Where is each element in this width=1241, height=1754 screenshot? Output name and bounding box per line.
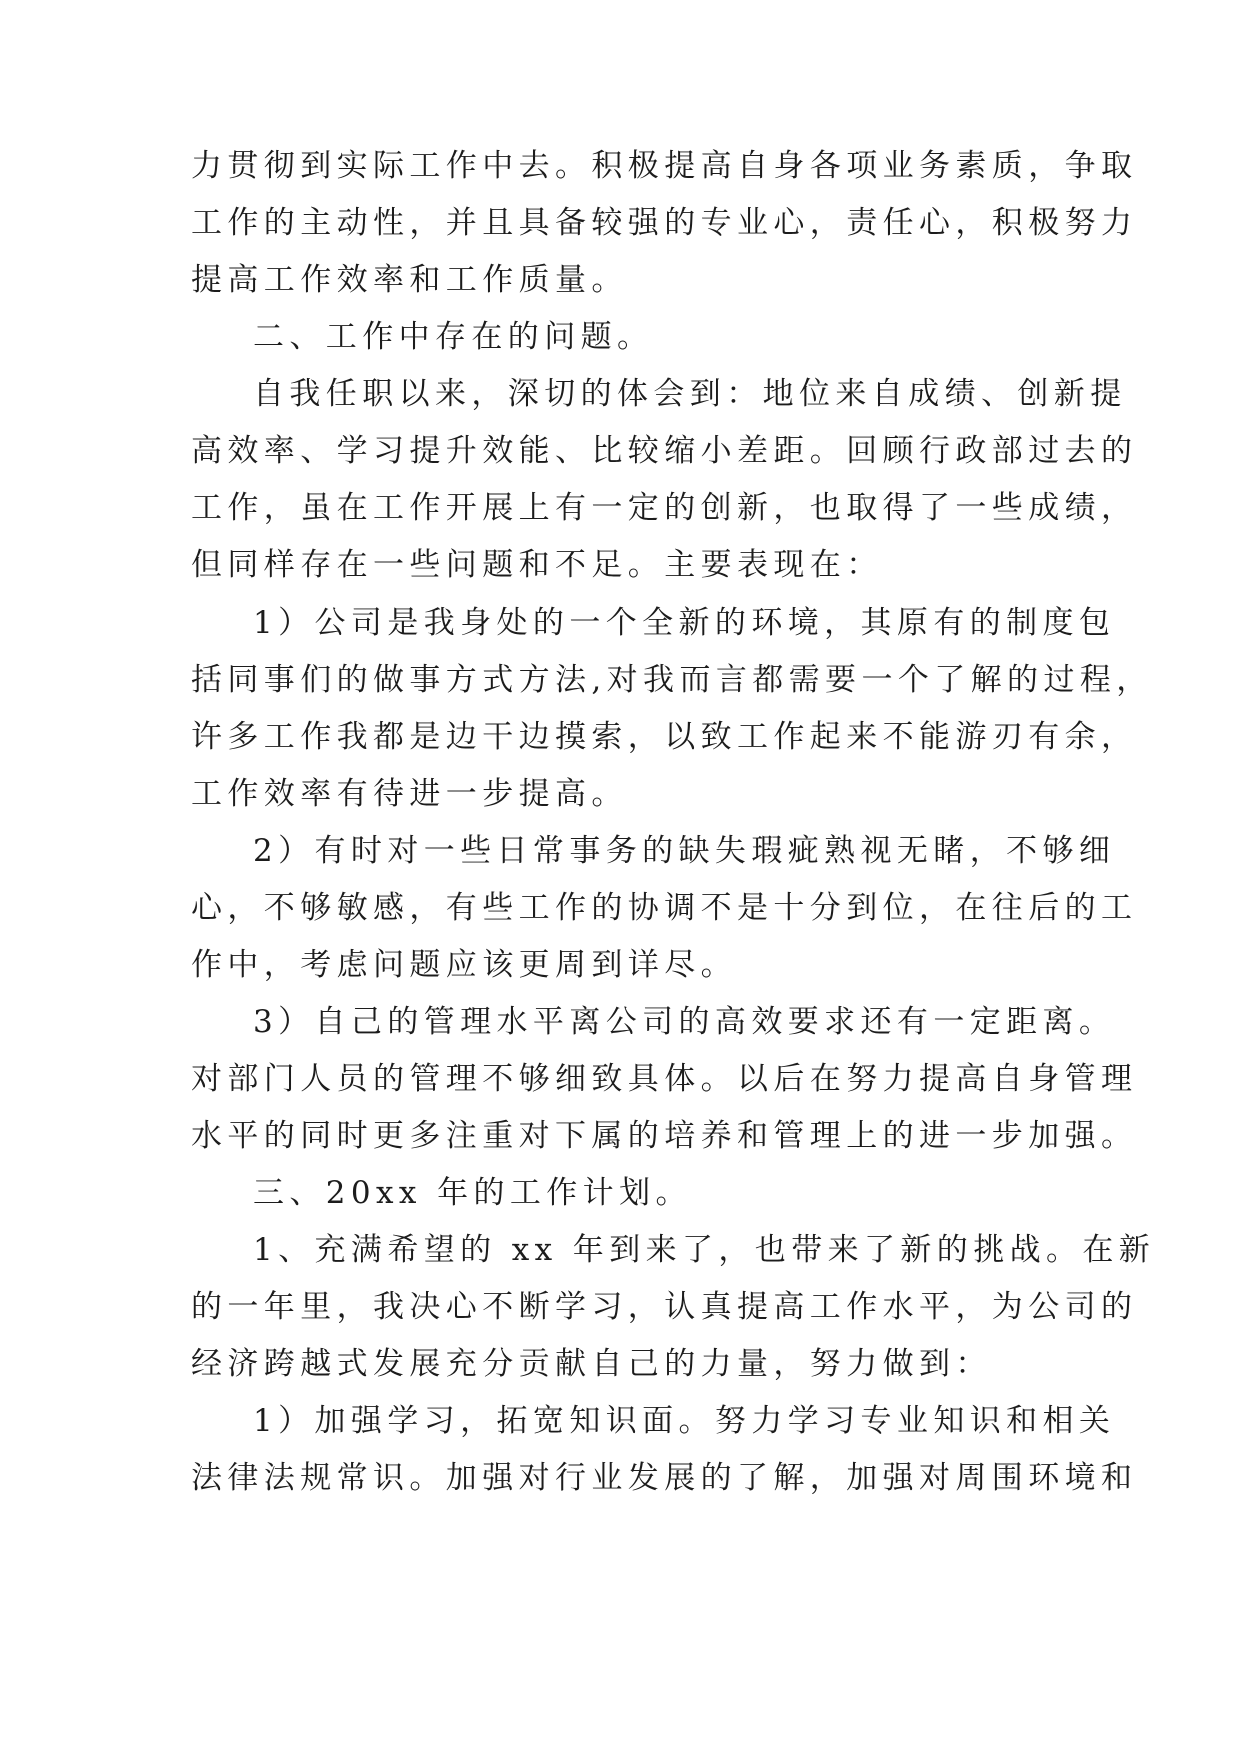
text-line: 1）公司是我身处的一个全新的环境，其原有的制度包 [253, 605, 1116, 641]
text-line: 水平的同时更多注重对下属的培养和管理上的进一步加强。 [191, 1118, 1138, 1154]
text-line: 1）加强学习，拓宽知识面。努力学习专业知识和相关 [253, 1403, 1116, 1439]
text-line: 1、充满希望的 xx 年到来了，也带来了新的挑战。在新 [253, 1232, 1156, 1268]
text-line: 力贯彻到实际工作中去。积极提高自身各项业务素质，争取 [191, 148, 1138, 184]
text-line: 工作，虽在工作开展上有一定的创新，也取得了一些成绩， [191, 490, 1138, 526]
text-line: 心，不够敏感，有些工作的协调不是十分到位，在往后的工 [191, 890, 1138, 926]
text-line: 3）自己的管理水平离公司的高效要求还有一定距离。 [253, 1004, 1116, 1040]
text-line: 经济跨越式发展充分贡献自己的力量，努力做到： [191, 1346, 992, 1382]
text-line: 许多工作我都是边干边摸索，以致工作起来不能游刃有余， [191, 719, 1138, 755]
text-line: 提高工作效率和工作质量。 [191, 262, 628, 298]
text-line: 对部门人员的管理不够细致具体。以后在努力提高自身管理 [191, 1061, 1138, 1097]
section-heading: 二、工作中存在的问题。 [253, 319, 654, 355]
text-line: 括同事们的做事方式方法,对我而言都需要一个了解的过程， [191, 662, 1153, 698]
text-line: 法律法规常识。加强对行业发展的了解，加强对周围环境和 [191, 1460, 1138, 1496]
text-line: 工作的主动性，并且具备较强的专业心，责任心，积极努力 [191, 205, 1138, 241]
text-line: 但同样存在一些问题和不足。主要表现在： [191, 547, 883, 583]
section-heading: 三、20xx 年的工作计划。 [253, 1175, 692, 1211]
text-line: 高效率、学习提升效能、比较缩小差距。回顾行政部过去的 [191, 433, 1138, 469]
text-line: 自我任职以来，深切的体会到：地位来自成绩、创新提 [253, 376, 1127, 412]
text-line: 工作效率有待进一步提高。 [191, 776, 628, 812]
text-line: 2）有时对一些日常事务的缺失瑕疵熟视无睹，不够细 [253, 833, 1116, 869]
text-line: 的一年里，我决心不断学习，认真提高工作水平，为公司的 [191, 1289, 1138, 1325]
text-line: 作中，考虑问题应该更周到详尽。 [191, 947, 737, 983]
